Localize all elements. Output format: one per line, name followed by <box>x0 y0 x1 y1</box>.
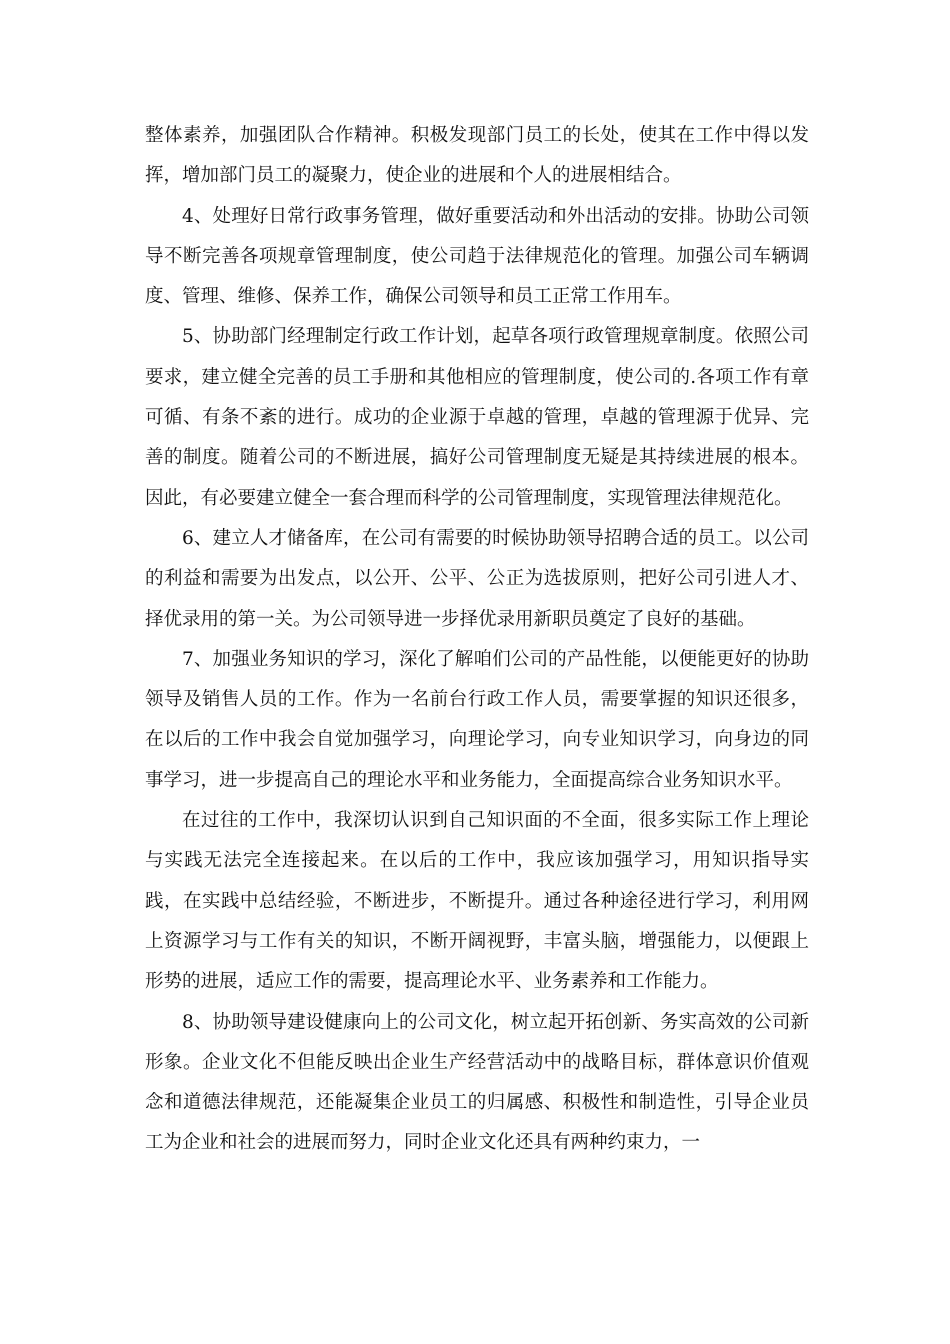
document-body <box>145 116 809 1164</box>
paragraph-reflection: 在过往的工作中，我深切认识到自己知识面的不全面，很多实际工作上理论与实践无法完全连接起来。在以后的工作中，我应该加强学习，用知识指导实践，在实践中总结经验，不断进步，不断提升。通过各种途径进行学习，利用网上资源学习与工作有关的知识，不断开阔视野，丰富头脑，增强能力，以便跟上形势的进展，适应工作的需要，提高理论水平、业务素养和工作能力。 <box>145 810 809 993</box>
paragraph-item-8: 8、协助领导建设健康向上的公司文化，树立起开拓创新、务实高效的公司新形象。企业文化不但能反映出企业生产经营活动中的战略目标，群体意识价值观念和道德法律规范，还能凝集企业员工的归属感、积极性和制造性，引导企业员工为企业和社会的进展而努力，同时企业文化还具有两种约束力，一 <box>145 1011 809 1154</box>
paragraph-item-6: 6、建立人才储备库，在公司有需要的时候协助领导招聘合适的员工。以公司的利益和需要为出发点，以公开、公平、公正为选拔原则，把好公司引进人才、择优录用的第一关。为公司领导进一步择优录用新职员奠定了良好的基础。 <box>145 527 809 630</box>
paragraph-item-7: 7、加强业务知识的学习，深化了解咱们公司的产品性能，以便能更好的协助领导及销售人员的工作。作为一名前台行政工作人员，需要掌握的知识还很多，在以后的工作中我会自觉加强学习，向理论学习，向专业知识学习，向身边的同事学习，进一步提高自己的理论水平和业务能力，全面提高综合业务知识水平。 <box>145 648 809 791</box>
paragraph-item-4: 4、处理好日常行政事务管理，做好重要活动和外出活动的安排。协助公司领导不断完善各项规章管理制度，使公司趋于法律规范化的管理。加强公司车辆调度、管理、维修、保养工作，确保公司领导和员工正常工作用车。 <box>145 205 809 308</box>
paragraph-teamwork-continuation: 整体素养，加强团队合作精神。积极发现部门员工的长处，使其在工作中得以发挥，增加部门员工的凝聚力，使企业的进展和个人的进展相结合。 <box>145 125 809 187</box>
paragraph-item-5: 5、协助部门经理制定行政工作计划，起草各项行政管理规章制度。依照公司要求，建立健全完善的员工手册和其他相应的管理制度，使公司的.各项工作有章可循、有条不紊的进行。成功的企业源于卓越的管理，卓越的管理源于优异、完善的制度。随着公司的不断进展，搞好公司管理制度无疑是其持续进展的根本。因此，有必要建立健全一套合理而科学的公司管理制度，实现管理法律规范化。 <box>145 326 809 509</box>
